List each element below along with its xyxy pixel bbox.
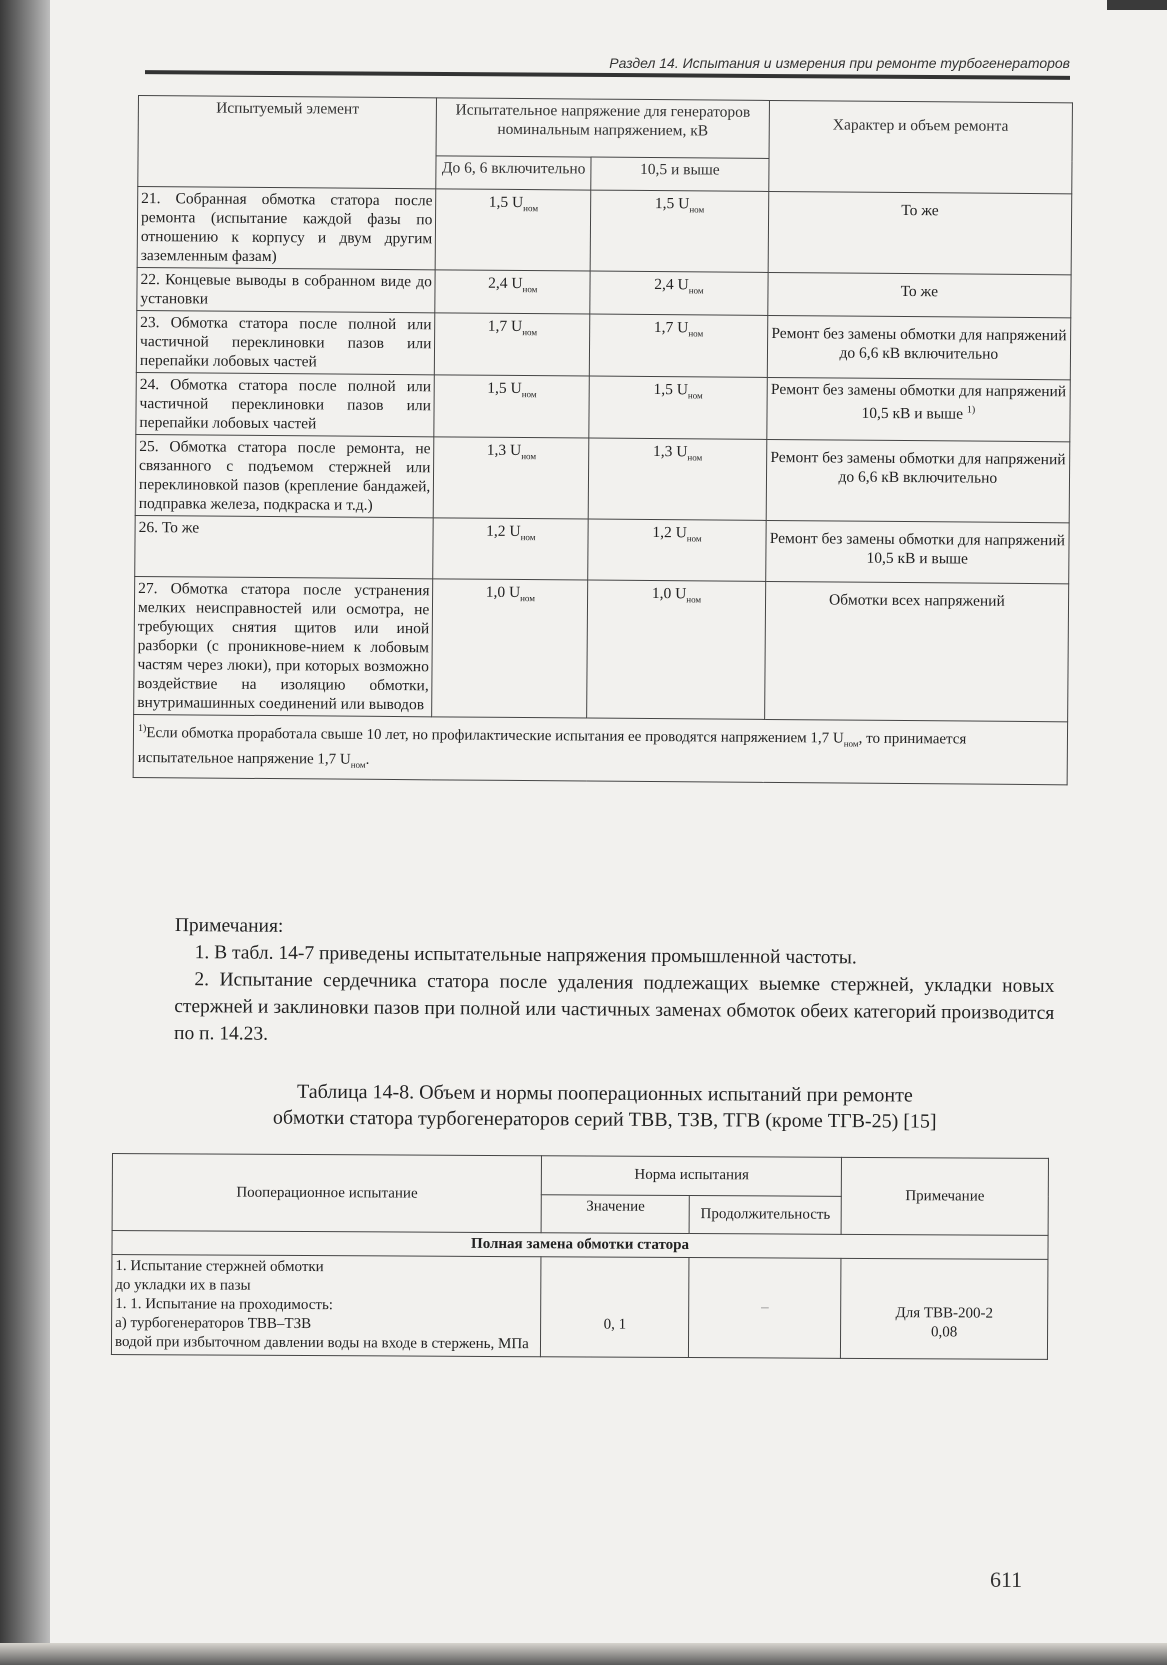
row-element: 24. Обмотка статора после полной или частичной переклиновки пазов или перепайки лобовых частей [136,372,435,436]
row-element: 27. Обмотка статора после устранения мелких неисправностей или осмотра, не требующих снятия щитов или иной разборки (с проникнове-нием к лобовым частям через люки), при которых возможно воздействие на изоляцию обмотки, внутримашинных соединений или выводов [134,576,433,716]
running-head: Раздел 14. Испытания и измерения при ремонте турбогенераторов [609,55,1070,71]
row-voltage-high: 1,3 $U_{ном}$ [588,438,766,520]
table-row [136,372,1070,441]
row-value: 0, 1 [541,1257,689,1358]
row-voltage-high: 1,5 $U_{ном}$ [589,376,767,439]
header-col-low: До 6, 6 включительно [436,156,591,190]
row-element: 25. Обмотка статора после ремонта, не связанного с подъемом стержней или переклиновкой пазов (крепление бандажей, подправка железа, подкраска и т.д.) [135,434,434,517]
row-voltage-high: 1,0 $U_{ном}$ [587,580,766,719]
table-header-row [138,96,1072,162]
row-repair: Ремонт без замены обмотки для напряжений до 6,6 кВ включительно [766,439,1070,522]
table-row [111,1255,1048,1360]
row-repair: Обмотки всех напряжений [764,581,1068,721]
header-voltage-group: Испытательное напряжение для генераторов номинальным напряжением, кВ [436,98,769,159]
row-voltage-low: 1,3 $U_{ном}$ [434,437,589,519]
page-bottom-edge [0,1643,1167,1665]
header-col-high: 10,5 и выше [591,157,769,191]
row-voltage-low: 1,7 $U_{ном}$ [435,313,590,376]
row-voltage-low: 2,4 $U_{ном}$ [435,270,590,314]
table-row [137,267,1071,317]
header-test: Пооперационное испытание [112,1154,542,1233]
row-duration: – [689,1258,841,1359]
note-item: 2. Испытание сердечника статора после удаления подлежащих выемке стержней, укладки новых стержней и заклиновки пазов при полной или частичных заменах обмоток обеих категорий производится по п. 14.23. [173,969,1055,1045]
voltage-table [133,95,1073,785]
table-row [134,576,1069,721]
header-duration: Продолжительность [689,1195,841,1234]
notes-title: Примечания: [174,914,284,937]
table-footnote-row [133,714,1067,784]
row-repair: Ремонт без замены обмотки для напряжений до 6,6 кВ включительно [767,315,1071,379]
footnote-mark: 1) [966,404,976,416]
table-caption [175,1078,1035,1135]
row-repair: Ремонт без замены обмотки для напряжений 10,5 кВ и выше $^{1)}$ [767,377,1071,441]
row-repair: То же [768,191,1072,274]
header-repair: Характер и объем ремонта [768,100,1072,193]
row-note: Для ТВВ-200-2 0,08 [841,1258,1048,1359]
operations-table [111,1153,1049,1360]
row-voltage-low: 1,5 $U_{ном}$ [436,189,591,271]
row-repair: То же [767,272,1071,317]
caption-line: обмотки статора турбогенераторов серий ТВВ, ТЗВ, ТГВ (кроме ТГВ-25) [15] [272,1106,937,1133]
table-footnote: $^{1)}$Если обмотка проработала свыше 10 лет, но профилактические испытания ее проводятся напряжением 1,7 $U_{ном}$, то принимается испытательное напряжение 1,7 $U_{ном}$. [133,714,1067,784]
section-title: Полная замена обмотки статора [112,1231,1048,1260]
table-row [137,187,1072,275]
row-voltage-high: 1,2 $U_{ном}$ [588,519,766,581]
row-repair: Ремонт без замены обмотки для напряжений 10,5 кВ и выше [765,520,1069,583]
row-voltage-low: 1,2 $U_{ном}$ [433,518,588,580]
notes-block [174,912,1055,1054]
row-element: 22. Концевые выводы в собранном виде до установки [137,267,436,312]
note-item: 1. В табл. 14-7 приведены испытательные напряжения промышленной частоты. [194,942,857,969]
row-element: 21. Собранная обмотка статора после ремонта (испытание каждой фазы по отношению к корпусу и двум другим заземленным фазам) [137,187,436,270]
table-header-row [112,1154,1048,1197]
scan-corner [1107,0,1167,10]
header-element: Испытуемый элемент [138,96,437,189]
table-row [135,434,1070,522]
header-norm: Норма испытания [542,1156,842,1196]
row-voltage-high: 2,4 $U_{ном}$ [590,271,768,315]
row-voltage-low: 1,5 $U_{ном}$ [434,375,589,438]
caption-line: Таблица 14-8. Объем и нормы пооперационных испытаний при ремонте [296,1080,913,1107]
row-voltage-high: 1,5 $U_{ном}$ [590,190,768,272]
row-element: 26. То же [135,515,434,578]
header-value: Значение [541,1194,689,1233]
page-number: 611 [990,1567,1023,1592]
row-element: 23. Обмотка статора после полной или частичной переклиновки пазов или перепайки лобовых частей [136,310,435,374]
table-row [136,310,1070,379]
row-test-description: 1. Испытание стержней обмотки до укладки их в пазы 1. 1. Испытание на проходимость: а) турбогенераторов ТВВ–ТЗВ водой при избыточном давлении воды на входе в стержень, МПа [111,1255,541,1357]
row-voltage-low: 1,0 $U_{ном}$ [432,579,588,718]
table-row [135,515,1069,583]
header-note: Примечание [841,1157,1048,1235]
row-voltage-high: 1,7 $U_{ном}$ [589,314,767,377]
